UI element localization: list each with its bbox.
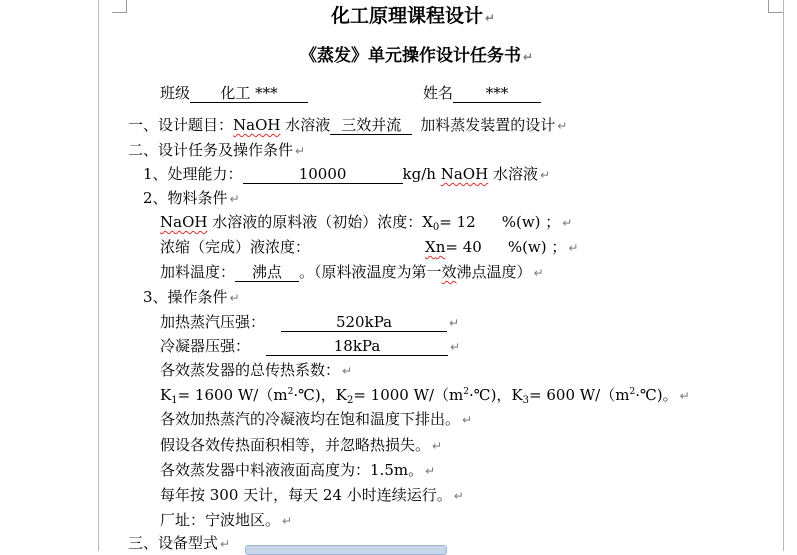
document-title: 化工原理课程设计 ↵	[331, 5, 496, 27]
paragraph-mark: ↵	[432, 439, 443, 453]
capacity-line: 1、处理能力： 10000 kg/h NaOH 水溶液 ↵	[143, 165, 551, 183]
design-topic-blank: 三效并流	[330, 117, 412, 135]
paragraph-mark: ↵	[562, 216, 573, 230]
paragraph-mark: ↵	[342, 364, 353, 378]
name-value: ***	[453, 85, 541, 103]
naoh-term: NaOH	[160, 213, 208, 231]
section-3-heading: 三、设备型式 ↵	[128, 534, 231, 552]
paragraph-mark: ↵	[485, 11, 496, 25]
name-label: 姓名	[423, 84, 454, 102]
paragraph-mark: ↵	[295, 144, 306, 158]
class-row	[160, 83, 308, 103]
paragraph-mark: ↵	[282, 514, 293, 528]
paragraph-mark: ↵	[557, 119, 568, 133]
paragraph-mark: ↵	[453, 489, 464, 503]
note-liquid-level: 各效蒸发器中料液液面高度为：1.5m。 ↵	[160, 461, 436, 479]
capacity-value: 10000	[243, 166, 403, 184]
class-value: 化工 ***	[190, 85, 308, 103]
section-2-heading: 二、设计任务及操作条件 ↵	[128, 141, 306, 159]
note-site-location: 厂址：宁波地区。 ↵	[160, 511, 293, 529]
naoh-term: NaOH	[440, 165, 489, 183]
naoh-term: NaOH	[233, 116, 281, 134]
condenser-pressure-line: 冷凝器压强： 18kPa ↵	[160, 337, 461, 355]
condenser-pressure-value: 18kPa	[266, 338, 448, 356]
paragraph-mark: ↵	[229, 291, 240, 305]
paragraph-mark: ↵	[679, 389, 690, 403]
document-subtitle: 《蒸发》单元操作设计任务书 ↵	[300, 46, 534, 66]
steam-pressure-line: 加热蒸汽压强： 520kPa ↵	[160, 313, 460, 331]
note-equal-area: 假设各效传热面积相等，并忽略热损失。 ↵	[160, 436, 443, 454]
steam-pressure-value: 520kPa	[281, 314, 447, 332]
note-condensate: 各效加热蒸汽的冷凝液均在饱和温度下排出。 ↵	[160, 410, 473, 428]
operating-conditions-heading: 3、操作条件 ↵	[143, 288, 240, 306]
paragraph-mark: ↵	[449, 316, 460, 330]
paragraph-mark: ↵	[523, 50, 534, 64]
design-topic-line: 一、设计题目：NaOH 水溶液 三效并流 加料蒸发装置的设计 ↵	[128, 116, 568, 134]
page-right-border	[783, 0, 784, 551]
note-operating-schedule: 每年按 300 天计，每天 24 小时连续运行。 ↵	[160, 486, 464, 504]
paragraph-mark: ↵	[450, 340, 461, 354]
feed-temperature-value: 沸点	[235, 264, 299, 282]
paragraph-mark: ↵	[539, 168, 551, 182]
paragraph-mark: ↵	[462, 413, 473, 427]
class-label: 班级	[160, 84, 191, 102]
paragraph-mark: ↵	[229, 192, 240, 206]
paragraph-mark: ↵	[220, 537, 231, 551]
paragraph-mark: ↵	[533, 266, 544, 280]
text-area-corner-mark	[112, 0, 127, 13]
floating-toolbar-edge[interactable]	[245, 545, 447, 555]
paragraph-mark: ↵	[425, 464, 436, 478]
text-area-corner-mark	[768, 0, 783, 13]
feed-temperature-line: 加料温度： 沸点 。（原料液温度为第一效沸点温度） ↵	[160, 263, 544, 281]
final-concentration-line: 浓缩（完成）液浓度： Xn= 40 %(w) ； ↵	[160, 238, 579, 256]
material-conditions-heading: 2、物料条件 ↵	[143, 189, 240, 207]
feed-concentration-line: NaOH 水溶液的原料液（初始）浓度：$X_0= 12$ %(w) ； ↵	[160, 213, 573, 233]
name-row	[423, 83, 541, 103]
paragraph-mark: ↵	[568, 241, 579, 255]
heat-transfer-coef-label: 各效蒸发器的总传热系数： ↵	[160, 361, 353, 379]
heat-transfer-coef-values: $K_1= 1600$ $W/(m^2\cdot℃)$，$K_2= 1000$ $W/(m^2\cdot℃)$，$K_3= 600$ $W/(m^2\cdot℃)$。 ↵	[160, 386, 690, 406]
page-left-border	[98, 0, 99, 551]
